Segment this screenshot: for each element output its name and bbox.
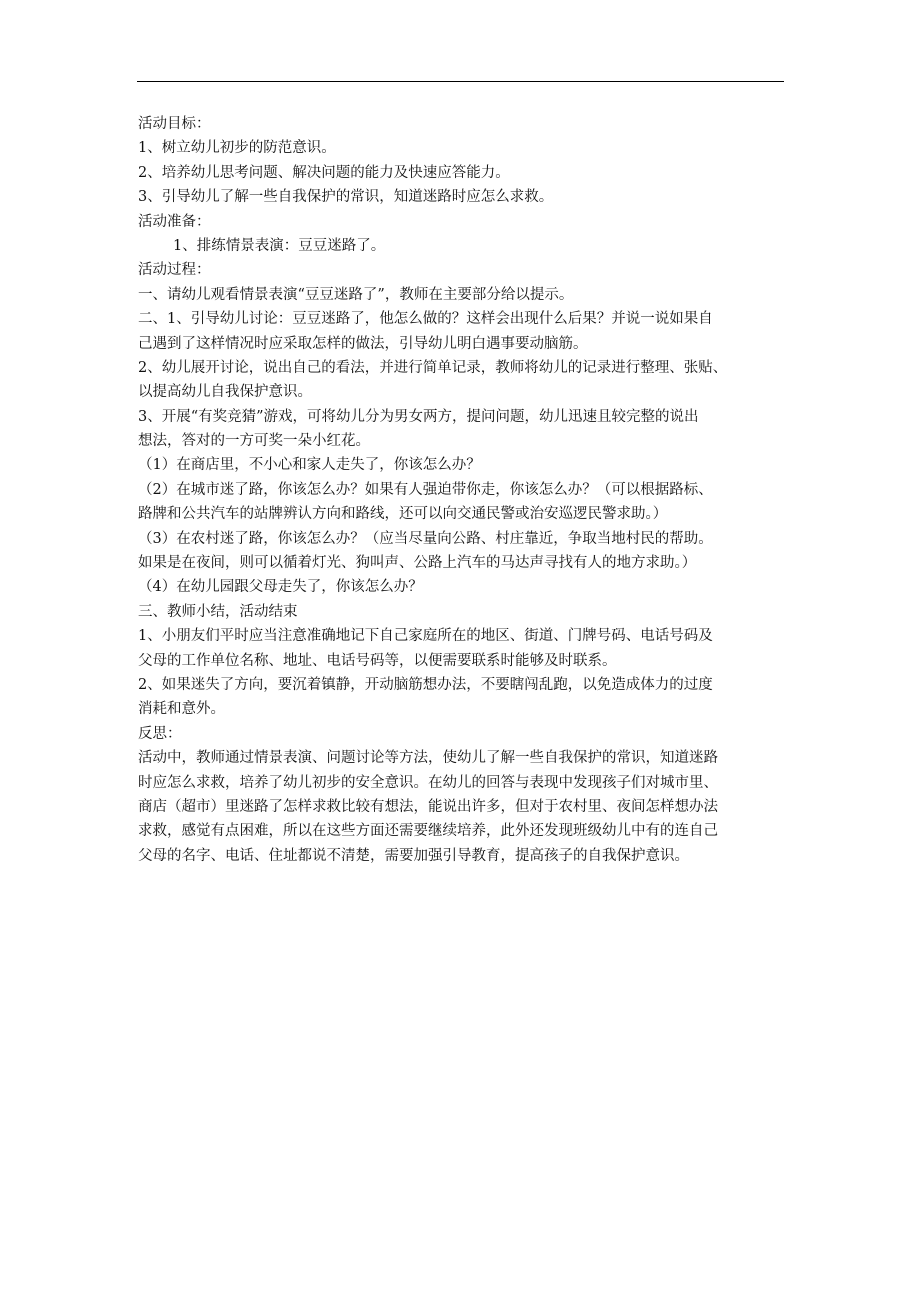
- document-line: 求救，感觉有点困难，所以在这些方面还需要继续培养，此外还发现班级幼儿中有的连自己: [138, 823, 718, 840]
- document-line: 己遇到了这样情况时应采取怎样的做法，引导幼儿明白遇事要动脑筋。: [138, 335, 588, 352]
- document-line: 活动目标：: [138, 116, 211, 132]
- document-line: 反思：: [138, 725, 182, 742]
- document-line: 2、如果迷失了方向，要沉着镇静，开动脑筋想办法，不要瞎闯乱跑，以免造成体力的过度: [138, 676, 713, 693]
- document-line: 活动准备：: [138, 213, 211, 230]
- document-line: 三、教师小结，活动结束: [138, 603, 298, 620]
- document-line: 时应怎么求救，培养了幼儿初步的安全意识。在幼儿的回答与表现中发现孩子们对城市里、: [138, 774, 718, 791]
- document-line: 父母的工作单位名称、地址、电话号码等，以便需要联系时能够及时联系。: [138, 652, 617, 669]
- document-line: 2、培养幼儿思考问题、解决问题的能力及快速应答能力。: [138, 164, 510, 181]
- document-line: （4）在幼儿园跟父母走失了，你该怎么办？: [138, 579, 423, 596]
- document-line: 以提高幼儿自我保护意识。: [138, 384, 312, 401]
- document-line: （1）在商店里，不小心和家人走失了，你该怎么办？: [138, 457, 481, 474]
- document-line: 2、幼儿展开讨论，说出自己的看法，并进行简单记录，教师将幼儿的记录进行整理、张贴、: [138, 359, 728, 376]
- document-line: 二、1、引导幼儿讨论：豆豆迷路了，他怎么做的？这样会出现什么后果？并说一说如果自: [138, 311, 713, 328]
- document-line: 1、小朋友们平时应当注意准确地记下自己家庭所在的地区、街道、门牌号码、电话号码及: [138, 628, 713, 645]
- document-line: 商店（超市）里迷路了怎样求救比较有想法，能说出许多，但对于农村里、夜间怎样想办法: [138, 798, 718, 815]
- document-line: 父母的名字、电话、住址都说不清楚，需要加强引导教育，提高孩子的自我保护意识。: [138, 847, 689, 864]
- document-line: 3、开展“有奖竞猜”游戏，可将幼儿分为男女两方，提问问题，幼儿迅速且较完整的说出: [138, 408, 699, 425]
- document-line: （3）在农村迷了路，你该怎么办？（应当尽量向公路、村庄靠近，争取当地村民的帮助。: [138, 530, 713, 547]
- document-line: 如果是在夜间，则可以循着灯光、狗叫声、公路上汽车的马达声寻找有人的地方求助。）: [138, 555, 697, 572]
- document-line: 消耗和意外。: [138, 701, 225, 718]
- document-line: 想法，答对的一方可奖一朵小红花。: [138, 433, 370, 450]
- document-line: 1、排练情景表演：豆豆迷路了。: [173, 237, 386, 254]
- document-line: （2）在城市迷了路，你该怎么办？如果有人强迫带你走，你该怎么办？（可以根据路标、: [138, 481, 713, 498]
- document-line: 活动过程：: [138, 262, 211, 279]
- document-line: 3、引导幼儿了解一些自我保护的常识，知道迷路时应怎么求救。: [138, 189, 554, 206]
- document-line: 活动中，教师通过情景表演、问题讨论等方法，使幼儿了解一些自我保护的常识，知道迷路: [138, 750, 718, 767]
- document-body: [138, 112, 788, 868]
- document-line: 1、树立幼儿初步的防范意识。: [138, 140, 336, 157]
- document-line: 路牌和公共汽车的站牌辨认方向和路线，还可以向交通民警或治安巡逻民警求助。）: [138, 506, 668, 523]
- header-rule: [137, 81, 784, 82]
- document-line: 一、请幼儿观看情景表演“豆豆迷路了”，教师在主要部分给以提示。: [138, 286, 574, 303]
